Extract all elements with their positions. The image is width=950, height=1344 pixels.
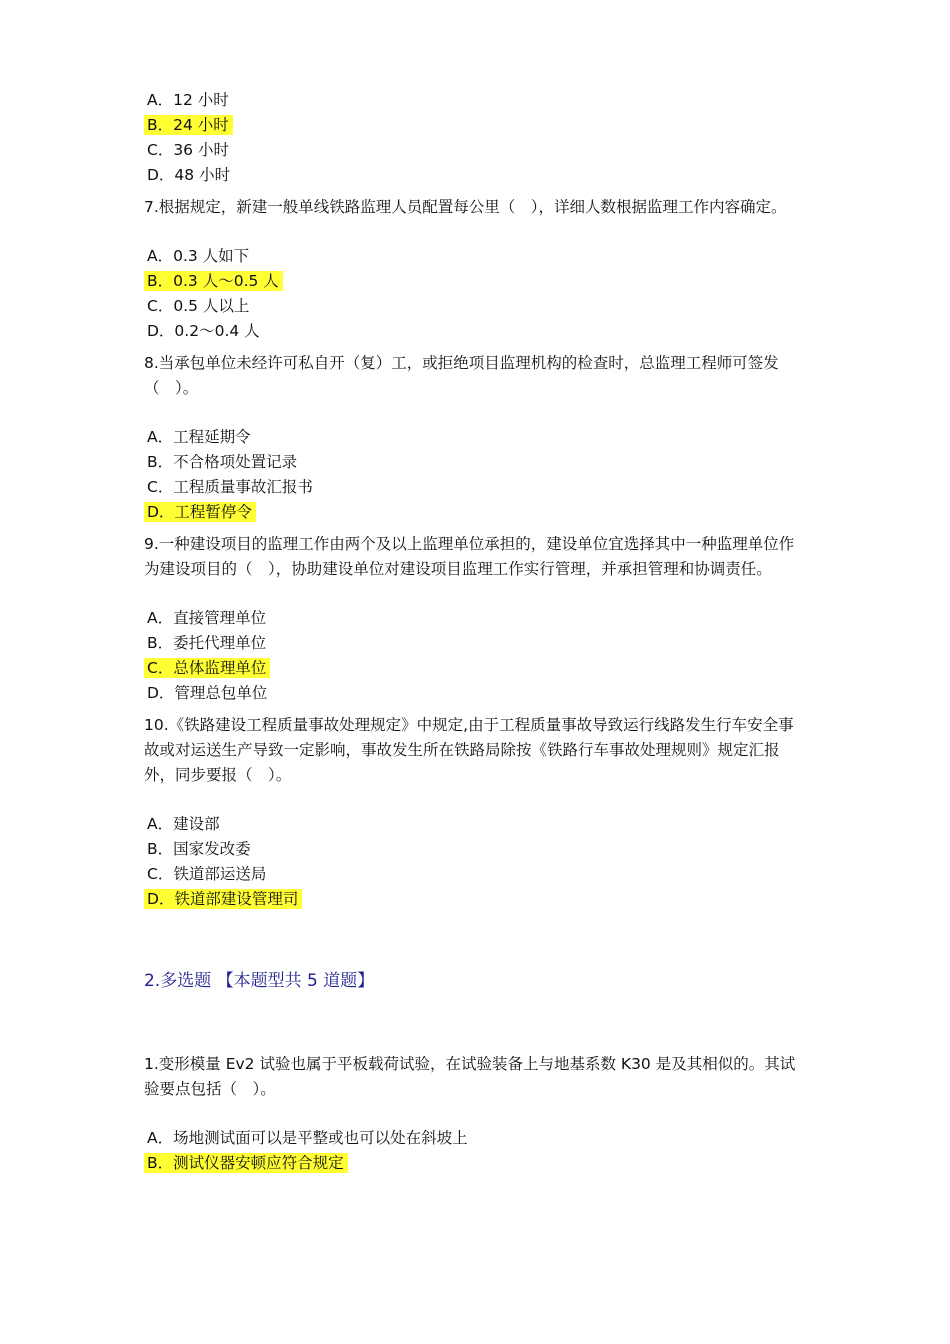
q7-option-a: A．0.3 人如下 bbox=[147, 247, 250, 265]
q6-option-a: A．12 小时 bbox=[147, 91, 229, 109]
q10-options bbox=[144, 812, 809, 912]
q10-option-b: B．国家发改委 bbox=[147, 840, 251, 858]
q8-option-c: C．工程质量事故汇报书 bbox=[147, 478, 313, 496]
q9-option-b: B．委托代理单位 bbox=[147, 634, 267, 652]
m1-option-b-answer: B．测试仪器安顿应符合规定 bbox=[144, 1151, 809, 1176]
q6-options bbox=[144, 88, 809, 188]
q9-option-c-answer: C．总体监理单位 bbox=[144, 656, 809, 681]
q7-option-c: C．0.5 人以上 bbox=[147, 297, 250, 315]
q6-option-d: D．48 小时 bbox=[147, 166, 231, 184]
q8-option-b: B．不合格项处置记录 bbox=[147, 453, 298, 471]
q6-option-b-answer: B．24 小时 bbox=[144, 113, 809, 138]
m1-option-a: A．场地测试面可以是平整或也可以处在斜坡上 bbox=[147, 1129, 468, 1147]
q9-option-d: D．管理总包单位 bbox=[147, 684, 268, 702]
q8-option-a: A．工程延期令 bbox=[147, 428, 251, 446]
m1-text: 1.变形模量 Ev2 试验也属于平板载荷试验，在试验装备上与地基系数 K30 是及其相似的。其试验要点包括（ ）。 bbox=[144, 1055, 796, 1098]
q10-text: 10.《铁路建设工程质量事故处理规定》中规定,由于工程质量事故导致运行线路发生行车安全事故或对运送生产导致一定影响，事故发生所在铁路局除按《铁路行车事故处理规则》规定汇报外，同步要报（ ）。 bbox=[144, 716, 794, 784]
q10-option-c: C．铁道部运送局 bbox=[147, 865, 267, 883]
q8-option-d-answer: D．工程暂停令 bbox=[144, 500, 809, 525]
q9-options bbox=[144, 606, 809, 706]
q7-option-b-answer: B．0.3 人～0.5 人 bbox=[144, 269, 809, 294]
q10-option-a: A．建设部 bbox=[147, 815, 220, 833]
q10-option-d-answer: D．铁道部建设管理司 bbox=[144, 887, 809, 912]
m1-options bbox=[144, 1126, 809, 1176]
q7-text: 7.根据规定，新建一般单线铁路监理人员配置每公里（ ），详细人数根据监理工作内容确定。 bbox=[144, 198, 787, 216]
q7-options bbox=[144, 244, 809, 344]
section-heading-multiple-choice: 2.多选题 【本题型共 5 道题】 bbox=[144, 971, 375, 991]
q7-option-d: D．0.2～0.4 人 bbox=[147, 322, 260, 340]
document-page bbox=[144, 88, 809, 1176]
q9-text: 9.一种建设项目的监理工作由两个及以上监理单位承担的，建设单位宜选择其中一种监理单位作为建设项目的（ ），协助建设单位对建设项目监理工作实行管理，并承担管理和协调责任。 bbox=[144, 535, 795, 578]
q8-options bbox=[144, 425, 809, 525]
q6-option-c: C．36 小时 bbox=[147, 141, 229, 159]
q8-text: 8.当承包单位未经许可私自开（复）工，或拒绝项目监理机构的检查时，总监理工程师可签发（ ）。 bbox=[144, 354, 779, 397]
q9-option-a: A．直接管理单位 bbox=[147, 609, 267, 627]
